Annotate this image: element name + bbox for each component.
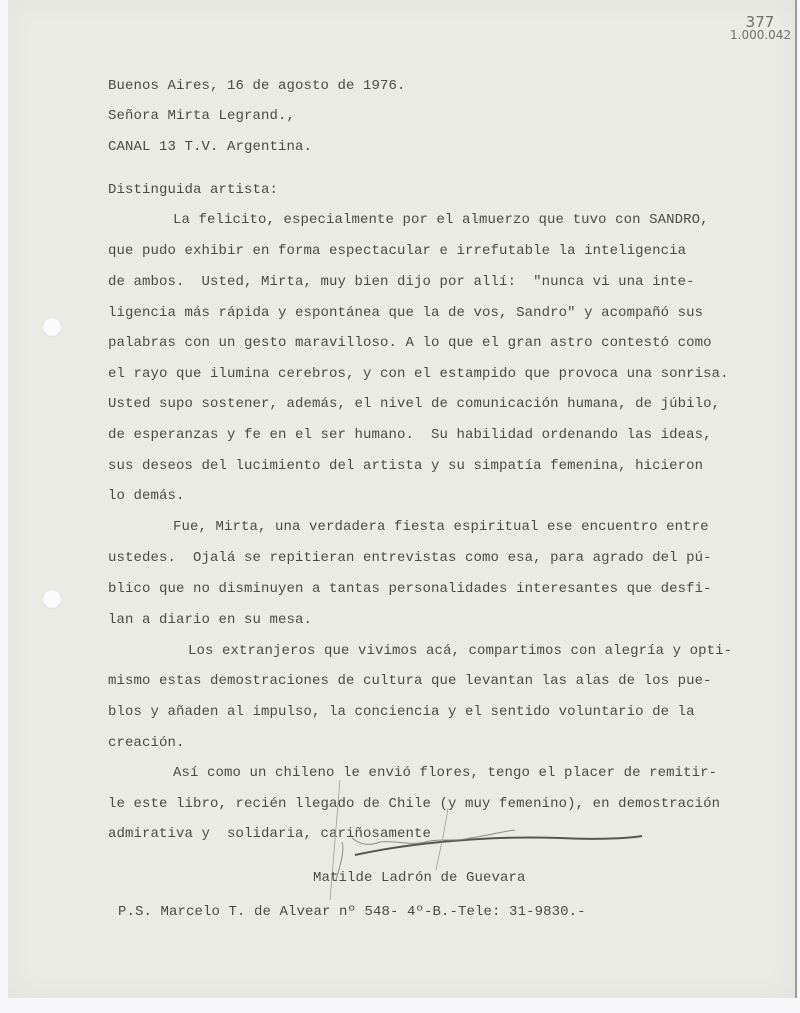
body-line: blos y añaden al impulso, la conciencia y el sentido voluntario de la: [108, 704, 695, 720]
body-line: que pudo exhibir en forma espectacular e irrefutable la inteligencia: [108, 243, 687, 259]
body-line: Fue, Mirta, una verdadera fiesta espiritual ese encuentro entre: [173, 519, 709, 535]
postscript: P.S. Marcelo T. de Alvear nº 548- 4º-B.-Tele: 31-9830.-: [118, 904, 586, 920]
body-line: ligencia más rápida y espontánea que la de vos, Sandro" y acompañó sus: [108, 305, 704, 321]
archive-number-top: 377: [745, 13, 775, 31]
body-line: le este libro, recién llegado de Chile (y muy femenino), en demostración: [108, 796, 721, 812]
body-line: lan a diario en su mesa.: [108, 612, 313, 628]
signature-stroke: [355, 836, 642, 855]
body-line: ustedes. Ojalá se repitieran entrevistas como esa, para agrado del pú-: [108, 550, 712, 566]
body-line: de ambos. Usted, Mirta, muy bien dijo por allí: "nunca vi una inte-: [108, 274, 695, 290]
body-line: Usted supo sostener, además, el nivel de comunicación humana, de júbilo,: [108, 396, 721, 412]
body-line: el rayo que ilumina cerebros, y con el estampido que provoca una sonrisa.: [108, 366, 729, 382]
archive-number-bottom: 1.000.042: [730, 28, 792, 42]
salutation: Distinguida artista:: [108, 182, 279, 198]
body-line: mismo estas demostraciones de cultura que levantan las alas de los pue-: [108, 673, 712, 689]
signature-name: Matilde Ladrón de Guevara: [313, 870, 526, 886]
body-line: Los extranjeros que vivimos acá, compartimos con alegría y opti-: [188, 643, 733, 659]
body-line: lo demás.: [108, 488, 185, 504]
body-line: Así como un chileno le envió flores, tengo el placer de remitir-: [173, 765, 718, 781]
place-date: Buenos Aires, 16 de agosto de 1976.: [108, 78, 406, 94]
recipient-org: CANAL 13 T.V. Argentina.: [108, 139, 313, 155]
body-line: admirativa y solidaria, cariñosamente: [108, 826, 432, 842]
recipient: Señora Mirta Legrand.,: [108, 108, 296, 124]
body-line: creación.: [108, 735, 185, 751]
body-line: de esperanzas y fe en el ser humano. Su habilidad ordenando las ideas,: [108, 427, 712, 443]
body-line: palabras con un gesto maravilloso. A lo que el gran astro contestó como: [108, 335, 712, 351]
body-line: sus deseos del lucimiento del artista y su simpatía femenina, hicieron: [108, 458, 704, 474]
body-line: La felicito, especialmente por el almuerzo que tuvo con SANDRO,: [173, 212, 709, 228]
body-line: blico que no disminuyen a tantas personalidades interesantes que desfi-: [108, 581, 712, 597]
